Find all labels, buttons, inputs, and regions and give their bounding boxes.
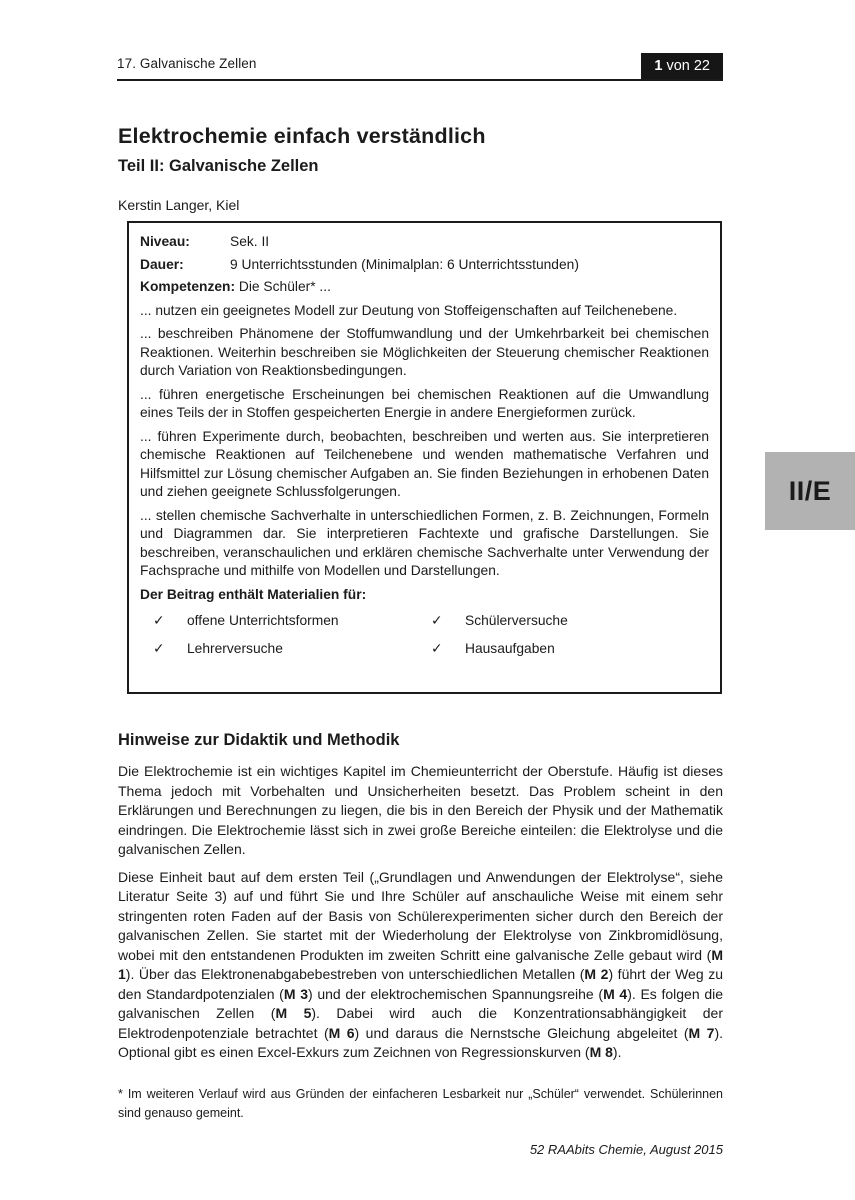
body-paragraph: Diese Einheit baut auf dem ersten Teil („Grundlagen und Anwendungen der Elektrolyse“, siehe Literatur Seite 3) auf und führt Sie und Ihre Schüler auf anschauliche Weise mit einem sehr stringenten roten Faden auf der Basis von Schülerexperimenten sicher durch den Bereich der galvanischen Zellen. Sie startet mit der Wiederholung der Elektrolyse von Zinkbromidlösung, wobei mit den entstandenen Produkten im zweiten Schritt eine galvanische Zelle gebaut wird (M 1). Über das Elektronenabgabebestreben von unterschiedlichen Metallen (M 2) führt der Weg zu den Standardpotenzialen (M 3) und der elektrochemischen Spannungsreihe (M 4). Es folgen die galvanischen Zellen (M 5). Dabei wird auch die Konzentrationsabhängigkeit der Elektrodenpotenziale betrachtet (M 6) und daraus die Nernstsche Gleichung abgeleitet (M 7). Optional gibt es einen Excel-Exkurs zum Zeichnen von Regressionskurven (M 8).	[118, 868, 724, 1060]
page-number-badge	[641, 53, 723, 79]
competency-paragraph: ... nutzen ein geeignetes Modell zur Deutung von Stoffeigenschaften auf Teilchenebene.	[140, 302, 678, 318]
didactics-section	[118, 731, 723, 1071]
material-item	[431, 638, 709, 659]
meta-row-niveau	[140, 233, 709, 252]
checkmark-icon: ✓	[153, 641, 165, 656]
header-section-label: 17. Galvanische Zellen	[117, 56, 257, 71]
page-subtitle: Teil II: Galvanische Zellen	[118, 157, 319, 175]
page-footer: 52 RAAbits Chemie, August 2015	[529, 1142, 723, 1157]
competency-paragraph: ... führen Experimente durch, beobachten, beschreiben und werten aus. Sie interpretieren chemische Reaktionen auf Teilchenebene und wenden mathematische Verfahren und Hilfsmittel zur Lösung chemischer Aufgaben an. Sie finden Beziehungen in erhobenen Daten und ziehen geeignete Schlussfolgerungen.	[140, 428, 709, 499]
meta-value-dauer: 9 Unterrichtsstunden (Minimalplan: 6 Unterrichtsstunden)	[230, 256, 579, 272]
meta-value-niveau: Sek. II	[230, 234, 270, 249]
competencies-line	[140, 278, 709, 297]
page-count: von 22	[662, 58, 710, 74]
meta-label-niveau: Niveau:	[140, 234, 190, 249]
material-label: Hausaufgaben	[465, 641, 555, 656]
competencies-intro: Die Schüler* ...	[235, 279, 331, 294]
page-number: 1	[654, 58, 663, 74]
materials-heading: Der Beitrag enthält Materialien für:	[140, 586, 367, 602]
materials-grid	[140, 610, 709, 659]
body-paragraph: Die Elektrochemie ist ein wichtiges Kapitel im Chemieunterricht der Oberstufe. Häufig ist dieses Thema jedoch mit Vorbehalten und Unsicherheiten besetzt. Das Problem scheint in den Erklärungen und Berechnungen zu liegen, die bis in den Bereich der Physik und der Mathematik eindringen. Die Elektrochemie lässt sich in zwei große Bereiche einteilen: die Elektrolyse und die galvanischen Zellen.	[118, 763, 723, 857]
material-item	[153, 638, 431, 659]
checkmark-icon: ✓	[153, 613, 165, 628]
competency-paragraph: ... führen energetische Erscheinungen bei chemischen Reaktionen auf die Umwandlung eines Teils der in Stoffen gespeicherten Energie in andere Energieformen zurück.	[140, 386, 709, 420]
page-header	[117, 54, 723, 81]
footnote: * Im weiteren Verlauf wird aus Gründen der einfacheren Lesbarkeit nur „Schüler“ verwendet. Schülerinnen sind genauso gemeint.	[118, 1087, 723, 1120]
author-line: Kerstin Langer, Kiel	[118, 197, 240, 213]
competency-paragraph: ... beschreiben Phänomene der Stoffumwandlung und der Umkehrbarkeit bei chemischen Reaktionen. Weiterhin beschreiben sie Möglichkeiten der Steuerung chemischer Reaktionen durch Variation von Reaktionsbedingungen.	[140, 326, 709, 378]
competency-paragraph: ... stellen chemische Sachverhalte in unterschiedlichen Formen, z. B. Zeichnungen, Formeln und Diagrammen dar. Sie interpretieren Fachtexte und grafische Darstellungen. Sie beschreiben, veranschaulichen und erklären chemische Sachverhalte unter Verwendung der Fachsprache und mithilfe von Modellen und Darstellungen.	[140, 507, 709, 578]
page-title: Elektrochemie einfach verständlich	[118, 124, 486, 148]
section-heading: Hinweise zur Didaktik und Methodik	[118, 731, 400, 749]
checkmark-icon: ✓	[431, 613, 443, 628]
meta-row-dauer	[140, 256, 709, 275]
checkmark-icon: ✓	[431, 641, 443, 656]
material-label: Lehrerversuche	[187, 641, 283, 656]
material-item	[153, 610, 431, 631]
material-label: offene Unterrichtsformen	[187, 613, 339, 628]
material-item	[431, 610, 709, 631]
material-label: Schülerversuche	[465, 613, 568, 628]
meta-label-dauer: Dauer:	[140, 256, 184, 272]
section-tab-badge: II/E	[765, 452, 855, 530]
info-box	[127, 221, 722, 694]
competencies-label: Kompetenzen:	[140, 279, 236, 294]
